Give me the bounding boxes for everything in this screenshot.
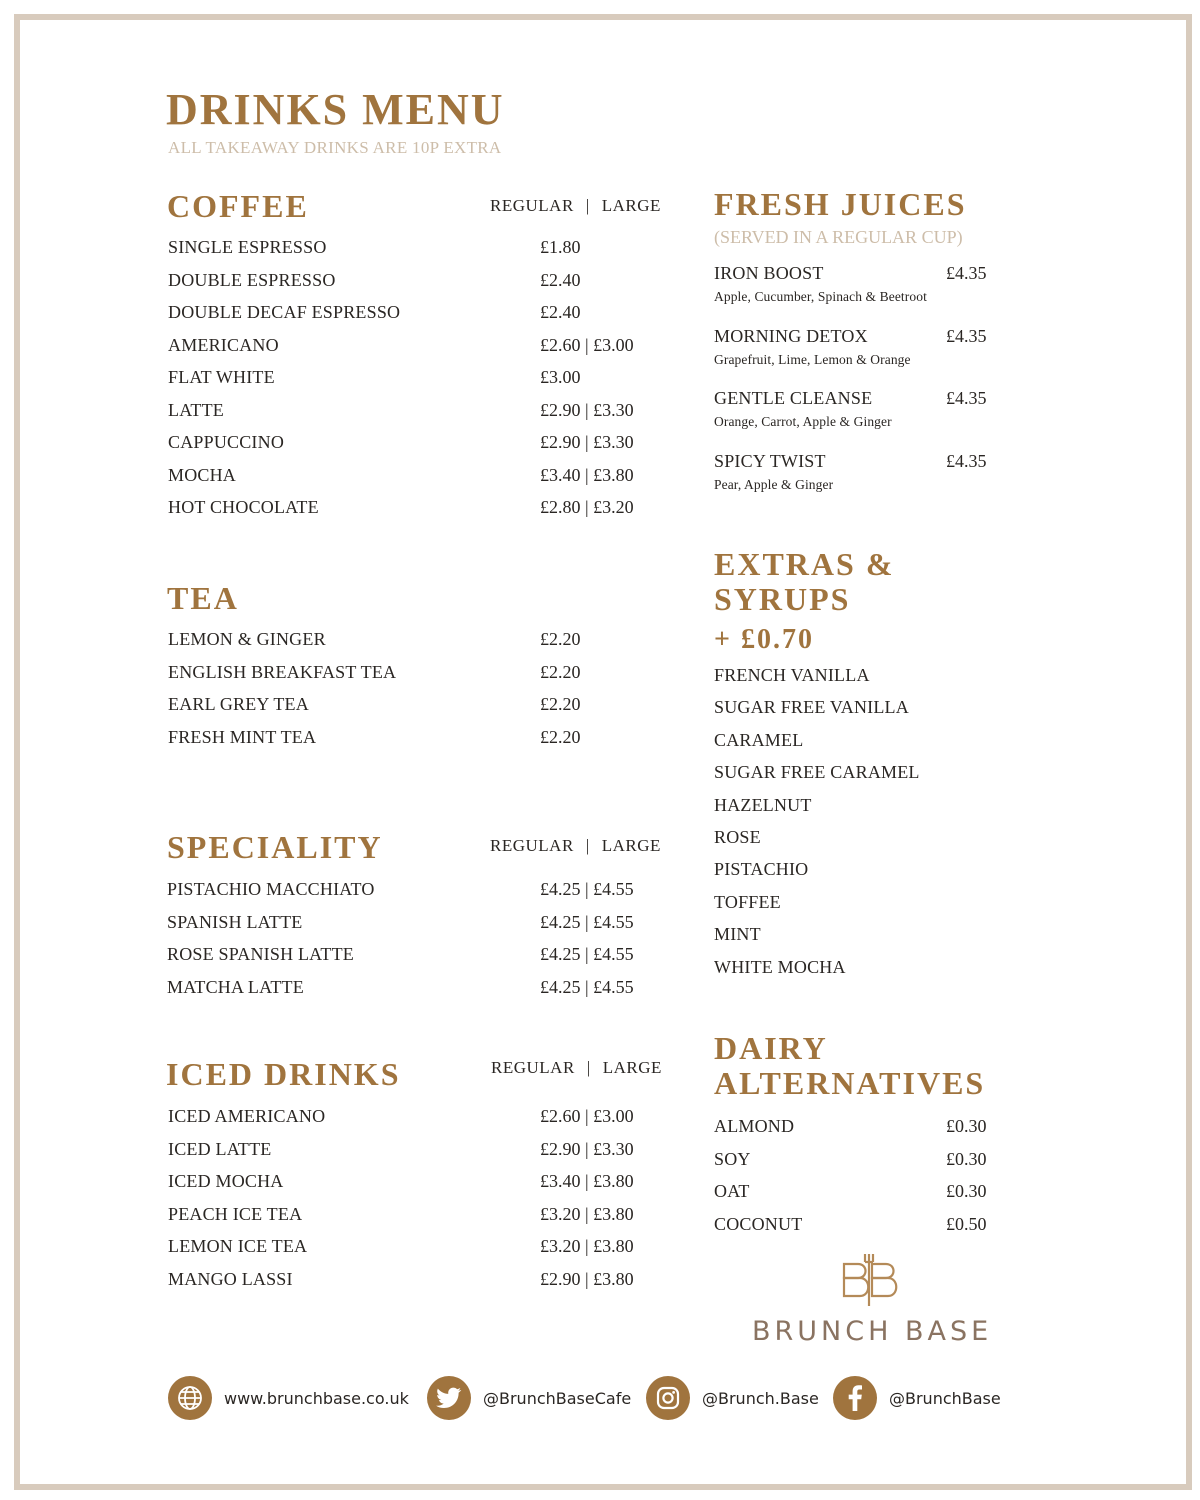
- syrup-item: SUGAR FREE CARAMEL: [714, 762, 920, 783]
- syrup-item: CARAMEL: [714, 729, 804, 750]
- syrup-item: SUGAR FREE VANILLA: [714, 697, 909, 718]
- extras-price: + £0.70: [714, 624, 814, 655]
- menu-item-price: £2.20: [540, 694, 581, 714]
- dairy-heading-line1: DAIRY: [714, 1030, 828, 1066]
- menu-item-price: £2.40: [540, 269, 581, 290]
- menu-item-price: £2.80 | £3.20: [540, 497, 634, 517]
- juice-price: £4.35: [946, 388, 987, 408]
- menu-item-price: £3.20 | £3.80: [540, 1203, 634, 1224]
- coffee-column-labels: [490, 196, 661, 216]
- menu-item-name: SINGLE ESPRESSO: [168, 237, 327, 257]
- dairy-heading-line2: ALTERNATIVES: [714, 1065, 986, 1101]
- large-label: LARGE: [601, 836, 661, 855]
- footer-website[interactable]: [168, 1376, 409, 1420]
- menu-item-price: £1.80: [540, 237, 581, 257]
- syrup-item: MINT: [714, 924, 761, 945]
- menu-item-price: £0.30: [946, 1181, 987, 1201]
- juice-name: SPICY TWIST: [714, 450, 826, 471]
- website-link[interactable]: www.brunchbase.co.uk: [224, 1388, 409, 1408]
- menu-item-price: £2.40: [540, 302, 581, 322]
- iced-heading: ICED DRINKS: [166, 1056, 401, 1092]
- facebook-icon: [833, 1376, 877, 1420]
- regular-label: REGULAR: [490, 836, 574, 855]
- menu-item-price: £2.20: [540, 726, 581, 747]
- menu-item-name: LATTE: [168, 399, 224, 420]
- regular-label: REGULAR: [491, 1058, 575, 1077]
- menu-item-price: £2.90 | £3.30: [540, 1138, 634, 1159]
- brand-name: BRUNCH BASE: [752, 1316, 993, 1347]
- menu-item-price: £0.30: [946, 1148, 987, 1169]
- menu-item-price: £2.20: [540, 629, 581, 649]
- menu-item-name: MATCHA LATTE: [167, 976, 304, 997]
- extras-heading-line1: EXTRAS &: [714, 546, 895, 582]
- menu-item-price: £4.25 | £4.55: [540, 911, 634, 932]
- menu-item-name: FLAT WHITE: [168, 367, 275, 387]
- juice-description: Grapefruit, Lime, Lemon & Orange: [714, 351, 911, 367]
- menu-item-name: ICED AMERICANO: [168, 1106, 326, 1126]
- brand-logo-monogram: [836, 1250, 906, 1312]
- speciality-column-labels: [490, 836, 661, 856]
- instagram-handle[interactable]: @Brunch.Base: [702, 1388, 819, 1408]
- tea-heading: TEA: [167, 580, 239, 616]
- menu-item-price: £2.90 | £3.30: [540, 399, 634, 420]
- globe-icon: [168, 1376, 212, 1420]
- syrup-item: ROSE: [714, 827, 761, 847]
- menu-item-name: ICED MOCHA: [168, 1171, 284, 1191]
- menu-item-price: £3.20 | £3.80: [540, 1236, 634, 1256]
- twitter-icon: [427, 1376, 471, 1420]
- juice-name: IRON BOOST: [714, 263, 824, 283]
- twitter-handle[interactable]: @BrunchBaseCafe: [483, 1388, 632, 1408]
- column-separator: |: [585, 836, 590, 855]
- column-separator: |: [586, 1058, 591, 1077]
- juice-price: £4.35: [946, 325, 987, 346]
- juice-price: £4.35: [946, 263, 987, 283]
- menu-item-price: £4.25 | £4.55: [540, 944, 634, 964]
- menu-item-price: £2.90 | £3.80: [540, 1268, 634, 1289]
- menu-item-price: £0.30: [946, 1116, 987, 1136]
- menu-item-price: £3.40 | £3.80: [540, 464, 634, 485]
- menu-item-name: COCONUT: [714, 1213, 803, 1234]
- column-separator: |: [585, 196, 590, 215]
- menu-item-name: CAPPUCCINO: [168, 432, 285, 452]
- syrup-item: HAZELNUT: [714, 794, 812, 815]
- menu-item-name: MANGO LASSI: [168, 1268, 293, 1289]
- syrup-item: FRENCH VANILLA: [714, 665, 870, 685]
- menu-item-name: MOCHA: [168, 464, 237, 485]
- syrup-item: TOFFEE: [714, 891, 781, 912]
- menu-item-name: FRESH MINT TEA: [168, 726, 317, 747]
- menu-item-name: LEMON ICE TEA: [168, 1236, 308, 1256]
- footer-twitter[interactable]: [427, 1376, 631, 1420]
- instagram-icon: [646, 1376, 690, 1420]
- menu-item-name: OAT: [714, 1181, 750, 1201]
- menu-item-name: SOY: [714, 1148, 751, 1169]
- menu-item-price: £2.20: [540, 661, 581, 682]
- menu-item-name: ROSE SPANISH LATTE: [167, 944, 354, 964]
- menu-item-price: £2.60 | £3.00: [540, 334, 634, 355]
- menu-item-name: ALMOND: [714, 1116, 795, 1136]
- menu-item-name: DOUBLE ESPRESSO: [168, 269, 336, 290]
- menu-item-price: £3.40 | £3.80: [540, 1171, 634, 1191]
- menu-title: DRINKS MENU: [166, 85, 505, 134]
- juices-heading: FRESH JUICES: [714, 186, 967, 222]
- menu-item-price: £4.25 | £4.55: [540, 879, 634, 899]
- menu-item-name: PEACH ICE TEA: [168, 1203, 303, 1224]
- juice-description: Apple, Cucumber, Spinach & Beetroot: [714, 289, 927, 304]
- juices-subtitle: (SERVED IN A REGULAR CUP): [714, 227, 963, 247]
- regular-label: REGULAR: [490, 196, 574, 215]
- juice-price: £4.35: [946, 450, 987, 471]
- syrup-item: WHITE MOCHA: [714, 956, 846, 977]
- iced-column-labels: [491, 1058, 662, 1078]
- menu-item-name: EARL GREY TEA: [168, 694, 309, 714]
- menu-item-price: £0.50: [946, 1213, 987, 1234]
- coffee-heading: COFFEE: [167, 188, 309, 224]
- menu-item-price: £2.60 | £3.00: [540, 1106, 634, 1126]
- menu-item-name: SPANISH LATTE: [167, 911, 303, 932]
- menu-item-name: ENGLISH BREAKFAST TEA: [168, 661, 397, 682]
- menu-item-name: DOUBLE DECAF ESPRESSO: [168, 302, 401, 322]
- menu-item-name: PISTACHIO MACCHIATO: [167, 879, 375, 899]
- facebook-handle[interactable]: @BrunchBase: [889, 1388, 1001, 1408]
- menu-item-name: LEMON & GINGER: [168, 629, 326, 649]
- large-label: LARGE: [601, 196, 661, 215]
- menu-item-price: £4.25 | £4.55: [540, 976, 634, 997]
- menu-item-name: AMERICANO: [168, 334, 279, 355]
- menu-subtitle: ALL TAKEAWAY DRINKS ARE 10P EXTRA: [168, 138, 502, 157]
- juice-description: Orange, Carrot, Apple & Ginger: [714, 414, 892, 429]
- menu-item-name: HOT CHOCOLATE: [168, 497, 319, 517]
- juice-description: Pear, Apple & Ginger: [714, 476, 834, 492]
- extras-heading-line2: SYRUPS: [714, 581, 851, 617]
- juice-name: MORNING DETOX: [714, 325, 868, 346]
- footer-facebook[interactable]: [833, 1376, 1001, 1420]
- syrup-item: PISTACHIO: [714, 859, 809, 880]
- menu-item-name: ICED LATTE: [168, 1138, 272, 1159]
- footer-instagram[interactable]: [646, 1376, 819, 1420]
- menu-item-price: £2.90 | £3.30: [540, 432, 634, 452]
- juice-name: GENTLE CLEANSE: [714, 388, 873, 408]
- menu-item-price: £3.00: [540, 367, 581, 387]
- large-label: LARGE: [602, 1058, 662, 1077]
- speciality-heading: SPECIALITY: [167, 829, 383, 865]
